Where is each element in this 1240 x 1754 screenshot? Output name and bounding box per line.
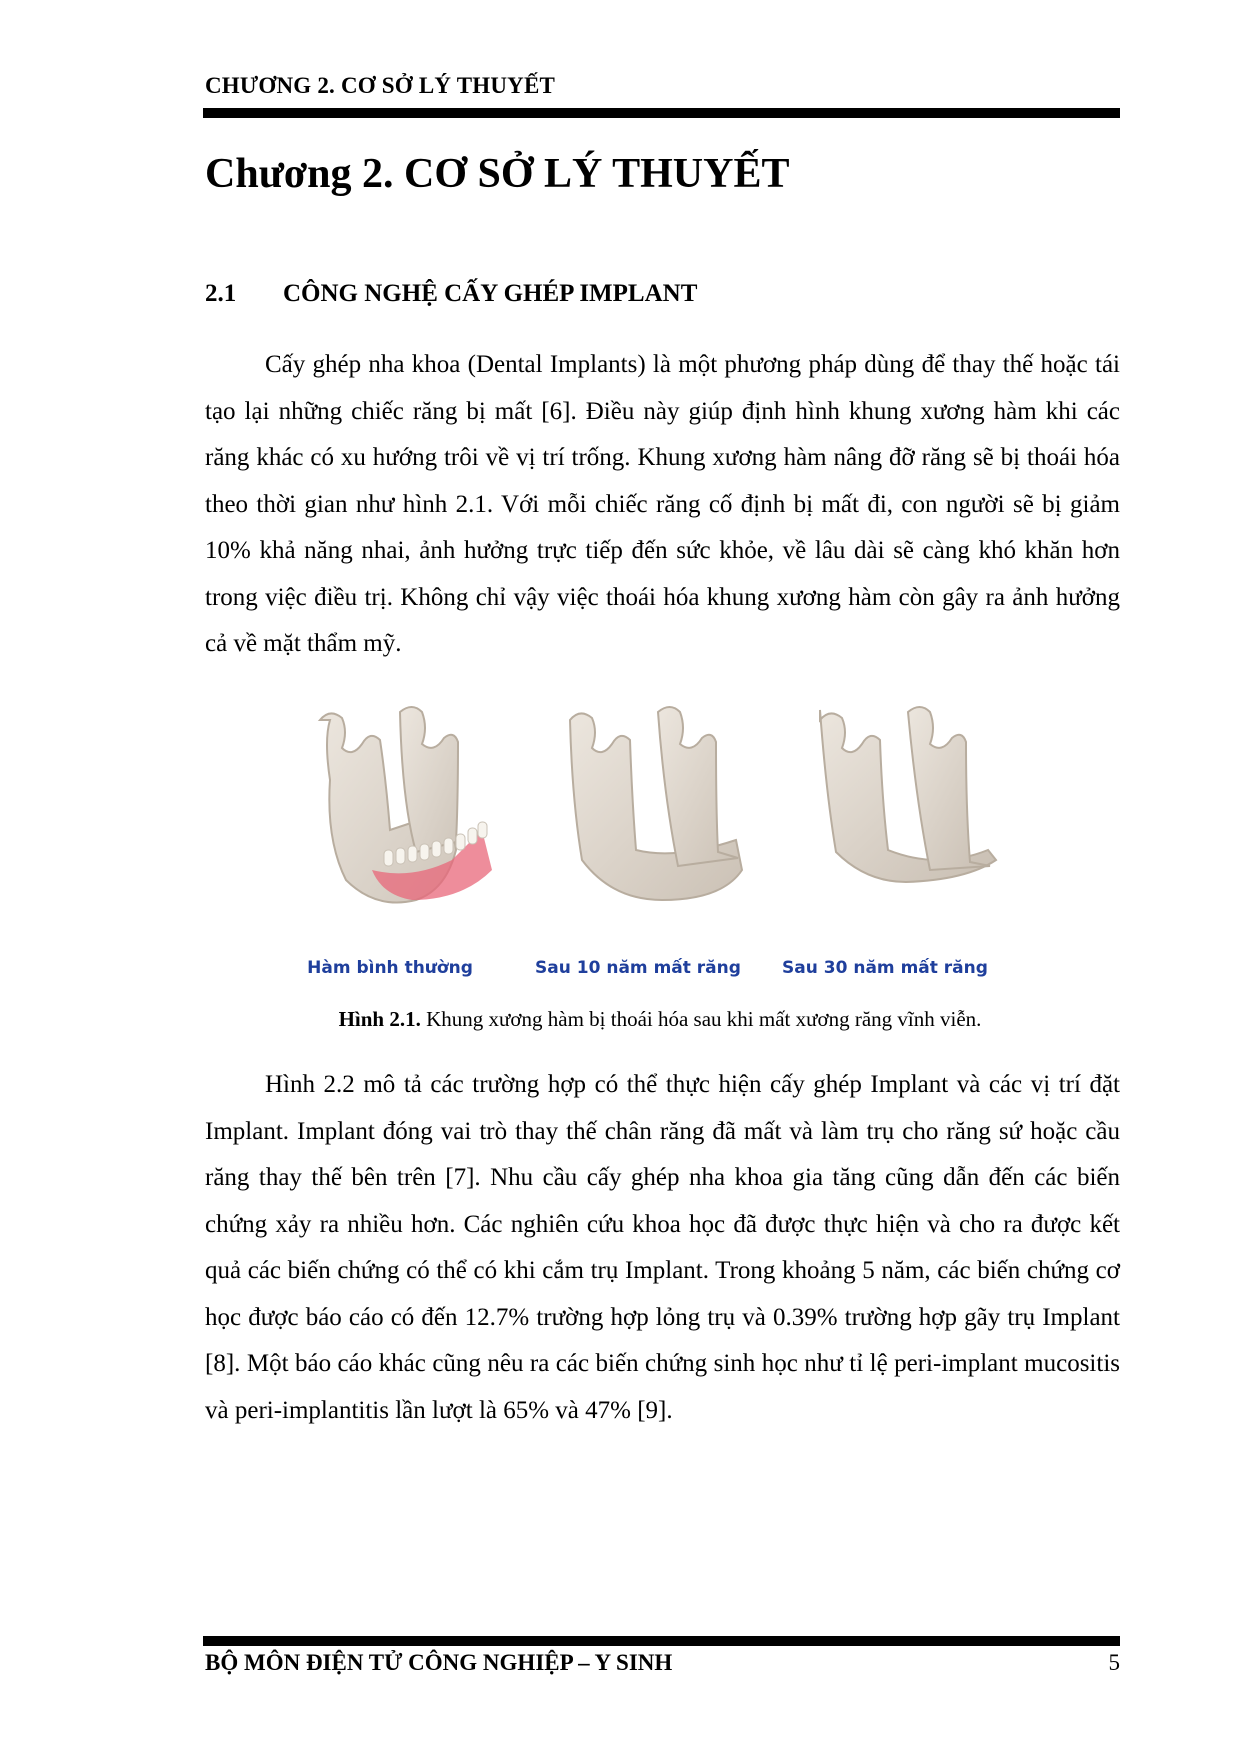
jaw-normal-image xyxy=(300,700,540,940)
jaw-10-years-image xyxy=(550,700,790,940)
page-number: 5 xyxy=(1108,1650,1120,1675)
caption-label: Hình 2.1. xyxy=(338,1007,421,1031)
figure-jaw-degeneration xyxy=(300,700,1070,1000)
chapter-title: Chương 2. CƠ SỞ LÝ THUYẾT xyxy=(205,151,790,197)
running-header: CHƯƠNG 2. CƠ SỞ LÝ THUYẾT xyxy=(205,73,556,98)
section-title: CÔNG NGHỆ CẤY GHÉP IMPLANT xyxy=(283,280,698,307)
figure-caption xyxy=(0,1007,1240,1032)
section-heading xyxy=(205,280,697,308)
section-number: 2.1 xyxy=(205,280,237,307)
footer-rule xyxy=(203,1636,1120,1646)
caption-text: Khung xương hàm bị thoái hóa sau khi mất xương răng vĩnh viễn. xyxy=(420,1007,982,1031)
figure-label-normal: Hàm bình thường xyxy=(307,958,473,978)
footer-department: BỘ MÔN ĐIỆN TỬ CÔNG NGHIỆP – Y SINH xyxy=(205,1650,673,1675)
jaw-30-years-image xyxy=(800,700,1040,940)
body-paragraph: Hình 2.2 mô tả các trường hợp có thể thực hiện cấy ghép Implant và các vị trí đặt Implant. Implant đóng vai trò thay thế chân răng đã mất và làm trụ cho răng sứ hoặc cầu răng thay thế bên trên [7]. Nhu cầu cấy ghép nha khoa gia tăng cũng dẫn đến các biến chứng xảy ra nhiều hơn. Các nghiên cứu khoa học đã được thực hiện và cho ra được kết quả các biến chứng có thể có khi cắm trụ Implant. Trong khoảng 5 năm, các biến chứng cơ học được báo cáo có đến 12.7% trường hợp lỏng trụ và 0.39% trường hợp gãy trụ Implant [8]. Một báo cáo khác cũng nêu ra các biến chứng sinh học như tỉ lệ peri-implant mucositis và peri-implantitis lần lượt là 65% và 47% [9]. xyxy=(205,1071,1120,1424)
body-paragraph: Cấy ghép nha khoa (Dental Implants) là một phương pháp dùng để thay thế hoặc tái tạo lại những chiếc răng bị mất [6]. Điều này giúp định hình khung xương hàm khi các răng khác có xu hướng trôi về vị trí trống. Khung xương hàm nâng đỡ răng sẽ bị thoái hóa theo thời gian như hình 2.1. Với mỗi chiếc răng cố định bị mất đi, con người sẽ bị giảm 10% khả năng nhai, ảnh hưởng trực tiếp đến sức khỏe, về lâu dài sẽ càng khó khăn hơn trong việc điều trị. Không chỉ vậy việc thoái hóa khung xương hàm còn gây ra ảnh hưởng cả về mặt thẩm mỹ. xyxy=(205,351,1120,657)
figure-label-30-years: Sau 30 năm mất răng xyxy=(782,958,988,978)
header-rule xyxy=(203,108,1120,118)
figure-label-10-years: Sau 10 năm mất răng xyxy=(535,958,741,978)
